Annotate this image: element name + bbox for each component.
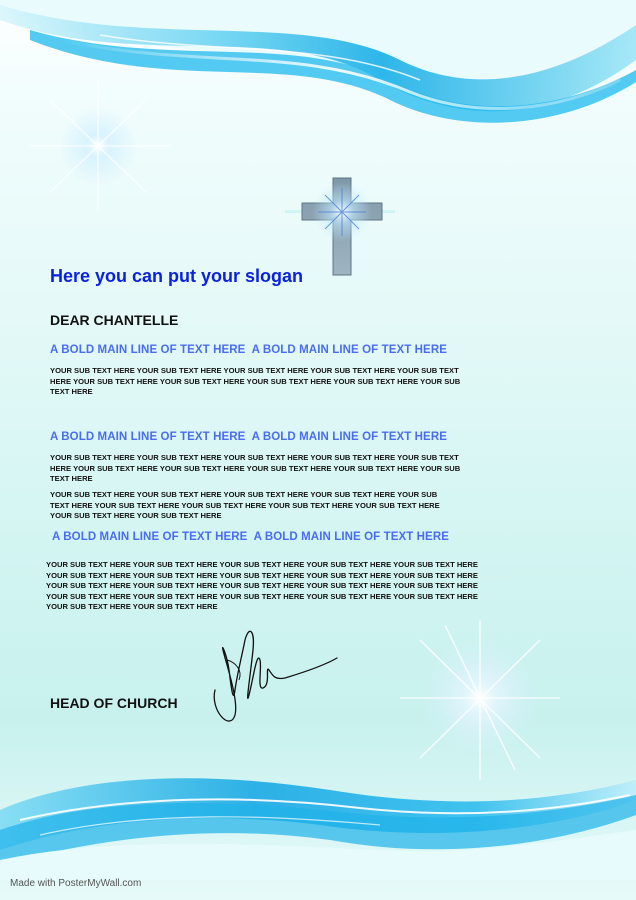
greeting: DEAR CHANTELLE — [50, 312, 179, 328]
bottom-wave-decoration — [0, 740, 636, 880]
section-3-main-line: A BOLD MAIN LINE OF TEXT HERE A BOLD MAIN LINE OF TEXT HERE — [52, 531, 449, 543]
signature-image — [205, 620, 345, 732]
section-1-paragraph: YOUR SUB TEXT HERE YOUR SUB TEXT HERE YOUR SUB TEXT HERE YOUR SUB TEXT HERE YOUR SUB TEXT HERE YOUR SUB TEXT HERE YOUR SUB TEXT HERE YOUR SUB TEXT HERE YOUR SUB TEXT HERE YOUR SUB TEXT HERE — [50, 366, 461, 396]
section-2-paragraph: YOUR SUB TEXT HERE YOUR SUB TEXT HERE YOUR SUB TEXT HERE YOUR SUB TEXT HERE YOUR SUB TEXT HERE YOUR SUB TEXT HERE YOUR SUB TEXT HERE YOUR SUB TEXT HERE YOUR SUB TEXT HERE YOUR SUB TEXT HERE — [50, 453, 461, 483]
signer-title: HEAD OF CHURCH — [50, 695, 178, 711]
section-1-main-line: A BOLD MAIN LINE OF TEXT HERE A BOLD MAIN LINE OF TEXT HERE — [50, 344, 447, 356]
footer-credit: Made with PosterMyWall.com — [10, 878, 142, 889]
section-2-paragraph: YOUR SUB TEXT HERE YOUR SUB TEXT HERE YOUR SUB TEXT HERE YOUR SUB TEXT HERE YOUR SUB TEXT HERE YOUR SUB TEXT HERE YOUR SUB TEXT HERE YOUR SUB TEXT HERE YOUR SUB TEXT HERE YOUR SUB TEXT HERE YOUR SUB TEXT HERE — [50, 490, 440, 520]
section-2-main-line: A BOLD MAIN LINE OF TEXT HERE A BOLD MAIN LINE OF TEXT HERE — [50, 431, 447, 443]
section-3-paragraph: YOUR SUB TEXT HERE YOUR SUB TEXT HERE YOUR SUB TEXT HERE YOUR SUB TEXT HERE YOUR SUB TEXT HERE YOUR SUB TEXT HERE YOUR SUB TEXT HERE YOUR SUB TEXT HERE YOUR SUB TEXT HERE YOUR SUB TEXT HERE YOUR SUB TEXT HERE YOUR SUB TEXT HERE YOUR SUB TEXT HERE YOUR SUB TEXT HERE YOUR SUB TEXT HERE YOUR SUB TEXT HERE YOUR SUB TEXT HERE YOUR SUB TEXT HERE YOUR SUB TEXT HERE YOUR SUB TEXT HERE YOUR SUB TEXT HERE YOUR SUB TEXT HERE — [46, 560, 478, 611]
slogan-heading: Here you can put your slogan — [50, 266, 304, 286]
cross-icon — [285, 170, 395, 280]
light-flare-icon — [20, 70, 180, 230]
